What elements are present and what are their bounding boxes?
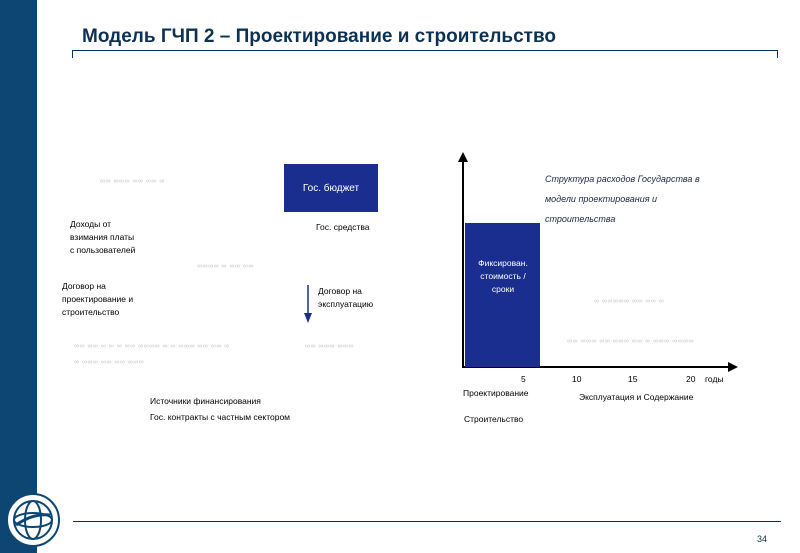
gov-budget-box: Гос. бюджет (284, 164, 378, 212)
design-contract-line: Договор на (62, 281, 106, 291)
chart-note-line: модели проектирования и (545, 194, 658, 204)
phase-construction-label: Строительство (464, 414, 524, 424)
title-divider (72, 50, 778, 51)
operation-contract-label (318, 285, 373, 311)
gov-contracts-label: Гос. контракты с частным сектором (150, 412, 291, 422)
chart-note (545, 169, 700, 229)
globe-logo-icon (6, 493, 60, 547)
design-contract-line: строительство (62, 307, 120, 317)
income-label (70, 218, 135, 257)
operation-contract-line: эксплуатацию (318, 299, 374, 309)
phase-design-label: Проектирование (463, 388, 529, 398)
faded-text: ∞ ∞∞∞ ∞∞ ∞∞ ∞∞∞ (74, 359, 145, 366)
faded-text: ∞∞ ∞∞∞ ∞∞ ∞∞ ∞ (100, 178, 165, 185)
income-line: Доходы от (70, 219, 112, 229)
faded-text: ∞∞ ∞∞∞ ∞∞ ∞∞∞ ∞∞ ∞ ∞∞∞ ∞∞∞∞ (567, 338, 694, 345)
gov-funds-label: Гос. средства (316, 222, 370, 232)
operation-contract-line: Договор на (318, 286, 362, 296)
fixed-cost-label (468, 257, 538, 296)
x-axis-arrowhead (728, 362, 738, 372)
page-number: 34 (757, 534, 768, 544)
x-tick-label: 10 (572, 374, 582, 384)
faded-text: ∞ ∞∞∞∞∞ ∞∞ ∞∞ ∞ (594, 298, 665, 305)
income-line: с пользователей (70, 245, 136, 255)
fixed-cost-line: Фиксирован. (478, 258, 528, 268)
y-axis-arrowhead (458, 152, 468, 162)
fixed-cost-line: стоимость / (480, 271, 526, 281)
page-title: Модель ГЧП 2 – Проектирование и строительство (82, 26, 556, 47)
funding-sources-label: Источники финансирования (150, 396, 261, 406)
x-axis-unit: годы (705, 374, 724, 384)
title-divider-tick-right (777, 50, 778, 58)
x-tick-label: 20 (686, 374, 696, 384)
design-contract-label (62, 280, 133, 319)
footer-divider (73, 521, 781, 522)
design-contract-line: проектирование и (62, 294, 134, 304)
x-tick-label: 5 (521, 374, 526, 384)
income-line: взимания платы (70, 232, 135, 242)
title-divider-tick-left (72, 50, 73, 58)
arrow-down-icon (303, 285, 313, 323)
sidebar (0, 0, 37, 553)
faded-text: ∞∞ ∞∞∞ ∞∞∞ (305, 343, 354, 350)
phase-operation-label: Эксплуатация и Содержание (579, 392, 694, 402)
faded-text: ∞∞ ∞∞ ∞ ∞ ∞ ∞∞ ∞∞∞∞ ∞ ∞ ∞∞∞ ∞∞ ∞∞ ∞ (74, 343, 230, 350)
chart-note-line: строительства (545, 214, 616, 224)
x-tick-label: 15 (628, 374, 638, 384)
chart-note-line: Структура расходов Государства в (545, 174, 700, 184)
faded-text: ∞∞∞∞ ∞ ∞∞ ∞∞ (197, 263, 254, 270)
fixed-cost-line: сроки (491, 284, 515, 294)
